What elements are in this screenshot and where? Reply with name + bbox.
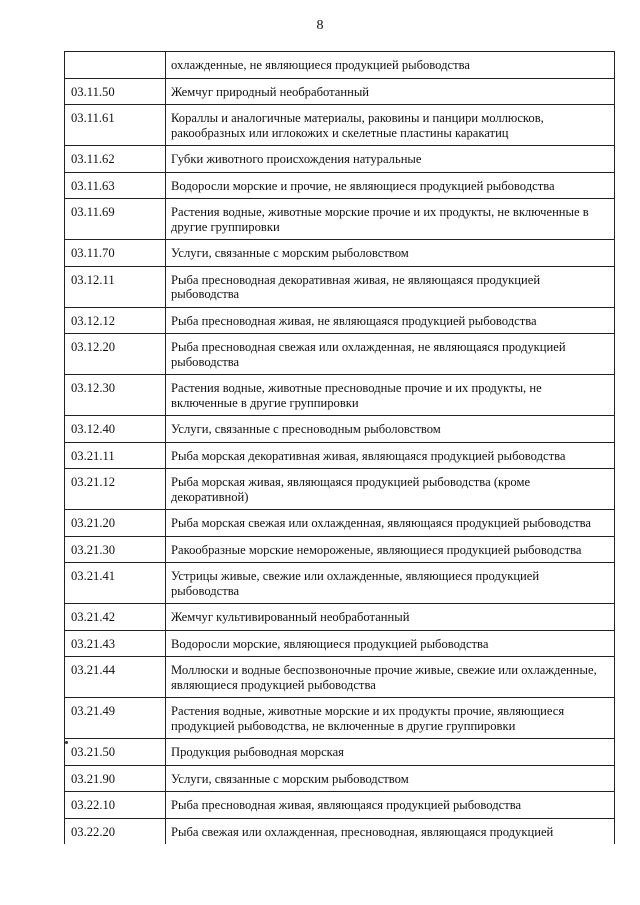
table-row	[65, 105, 615, 146]
table-row	[65, 657, 615, 698]
row-code: 03.12.30	[65, 375, 166, 416]
row-description: Кораллы и аналогичные материалы, раковины и панцири моллюсков, ракообразных или иглокожих и скелетные пластины каракатиц	[166, 105, 615, 146]
row-code: 03.11.70	[65, 240, 166, 267]
table-row	[65, 630, 615, 657]
table-row	[65, 604, 615, 631]
table-row	[65, 172, 615, 199]
table-row	[65, 416, 615, 443]
row-code: 03.12.11	[65, 266, 166, 307]
row-description: Услуги, связанные с морским рыбоводством	[166, 765, 615, 792]
row-description: Моллюски и водные беспозвоночные прочие живые, свежие или охлажденные, являющиеся продукцией рыбоводства	[166, 657, 615, 698]
row-description: Рыба пресноводная свежая или охлажденная, не являющаяся продукцией рыбоводства	[166, 334, 615, 375]
table-row	[65, 334, 615, 375]
row-description: Продукция рыбоводная морская	[166, 739, 615, 766]
row-description: Рыба пресноводная живая, не являющаяся продукцией рыбоводства	[166, 307, 615, 334]
row-code: 03.21.12	[65, 469, 166, 510]
row-code: 03.21.11	[65, 442, 166, 469]
row-description: Растения водные, животные морские и их продукты прочие, являющиеся продукцией рыбоводства, не включенные в другие группировки	[166, 698, 615, 739]
row-description: Ракообразные морские немороженые, являющиеся продукцией рыбоводства	[166, 536, 615, 563]
table-body	[65, 52, 615, 845]
row-description: Рыба морская живая, являющаяся продукцией рыбоводства (кроме декоративной)	[166, 469, 615, 510]
scan-speck	[65, 741, 68, 744]
row-description: Растения водные, животные пресноводные прочие и их продукты, не включенные в другие группировки	[166, 375, 615, 416]
table-row	[65, 199, 615, 240]
row-code: 03.11.50	[65, 78, 166, 105]
row-code: 03.21.41	[65, 563, 166, 604]
row-description: Жемчуг культивированный необработанный	[166, 604, 615, 631]
row-code: 03.22.10	[65, 792, 166, 819]
row-code: 03.11.61	[65, 105, 166, 146]
row-description: Услуги, связанные с морским рыболовством	[166, 240, 615, 267]
table-row	[65, 146, 615, 173]
row-code: 03.21.44	[65, 657, 166, 698]
row-description: Рыба морская декоративная живая, являющаяся продукцией рыбоводства	[166, 442, 615, 469]
table-row	[65, 78, 615, 105]
row-code: 03.21.20	[65, 510, 166, 537]
row-code	[65, 52, 166, 79]
row-description: Водоросли морские, являющиеся продукцией рыбоводства	[166, 630, 615, 657]
row-code: 03.21.90	[65, 765, 166, 792]
table-row	[65, 52, 615, 79]
row-description: охлажденные, не являющиеся продукцией рыбоводства	[166, 52, 615, 79]
row-code: 03.12.20	[65, 334, 166, 375]
row-code: 03.21.43	[65, 630, 166, 657]
row-code: 03.11.62	[65, 146, 166, 173]
row-code: 03.11.63	[65, 172, 166, 199]
table-row	[65, 469, 615, 510]
table-row	[65, 536, 615, 563]
table-row	[65, 266, 615, 307]
row-description: Рыба пресноводная живая, являющаяся продукцией рыбоводства	[166, 792, 615, 819]
table-row	[65, 563, 615, 604]
row-code: 03.21.49	[65, 698, 166, 739]
table-row	[65, 818, 615, 844]
row-code: 03.12.12	[65, 307, 166, 334]
table-row	[65, 375, 615, 416]
row-description: Водоросли морские и прочие, не являющиеся продукцией рыбоводства	[166, 172, 615, 199]
row-code: 03.21.30	[65, 536, 166, 563]
classification-table	[64, 51, 615, 844]
row-code: 03.21.50	[65, 739, 166, 766]
row-description: Услуги, связанные с пресноводным рыболовством	[166, 416, 615, 443]
table-row	[65, 510, 615, 537]
row-code: 03.21.42	[65, 604, 166, 631]
row-description: Жемчуг природный необработанный	[166, 78, 615, 105]
row-description: Рыба пресноводная декоративная живая, не являющаяся продукцией рыбоводства	[166, 266, 615, 307]
table-row	[65, 698, 615, 739]
row-code: 03.12.40	[65, 416, 166, 443]
table-row	[65, 765, 615, 792]
table-row	[65, 792, 615, 819]
page-number: 8	[316, 18, 324, 33]
row-description: Губки животного происхождения натуральные	[166, 146, 615, 173]
table-row	[65, 442, 615, 469]
table-row	[65, 307, 615, 334]
row-description: Устрицы живые, свежие или охлажденные, являющиеся продукцией рыбоводства	[166, 563, 615, 604]
row-description: Рыба морская свежая или охлажденная, являющаяся продукцией рыбоводства	[166, 510, 615, 537]
row-description: Рыба свежая или охлажденная, пресноводная, являющаяся продукцией	[166, 818, 615, 844]
row-code: 03.22.20	[65, 818, 166, 844]
row-code: 03.11.69	[65, 199, 166, 240]
table-row	[65, 739, 615, 766]
table-row	[65, 240, 615, 267]
row-description: Растения водные, животные морские прочие и их продукты, не включенные в другие группировки	[166, 199, 615, 240]
